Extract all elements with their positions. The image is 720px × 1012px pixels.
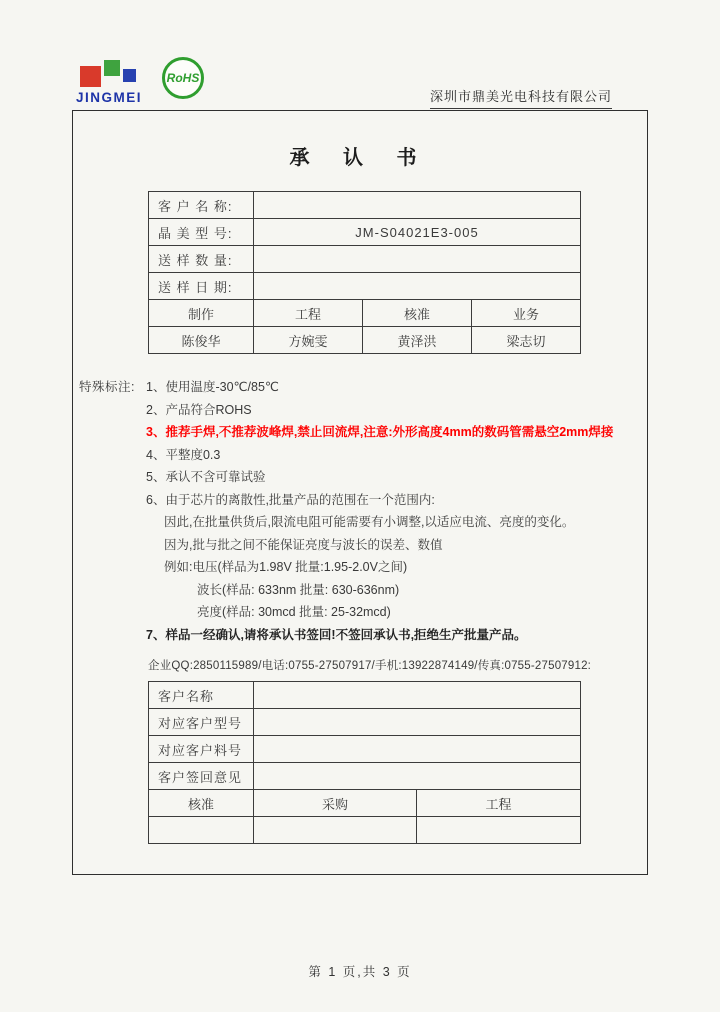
note-line: 例如:电压(样品为1.98V 批量:1.95-2.0V之间) <box>164 560 408 574</box>
role-header: 核准 <box>363 300 472 327</box>
company-name: 深圳市鼎美光电科技有限公司 <box>430 86 612 109</box>
logo-green-square <box>104 60 120 76</box>
logo-blue-square <box>123 69 136 82</box>
note-line: 2、产品符合ROHS <box>146 402 252 417</box>
note-line: 7、样品一经确认,请将承认书签回!不签回承认书,拒绝生产批量产品。 <box>146 627 527 642</box>
jingmei-logo-icon <box>80 60 140 90</box>
note-line: 1、使用温度-30℃/85℃ <box>146 380 279 394</box>
note-line: 因此,在批量供货后,限流电阻可能需要有小调整,以适应电流、亮度的变化。 <box>164 515 575 529</box>
customer-row-model <box>149 709 581 736</box>
customer-row-part-number <box>149 736 581 763</box>
info-row-model-number <box>149 219 581 246</box>
info-row-signatures <box>149 327 581 354</box>
note-line: 5、承认不含可靠试验 <box>146 470 266 484</box>
jingmei-logo-text: JINGMEI <box>76 90 143 105</box>
page-number: 第 1 页,共 3 页 <box>308 965 412 979</box>
note-line: 亮度(样品: 30mcd 批量: 25-32mcd) <box>197 605 391 619</box>
row-label: 晶 美 型 号: <box>149 219 254 246</box>
row-label: 送 样 日 期: <box>149 273 254 300</box>
info-row-customer-name <box>149 192 581 219</box>
customer-row-approval-blanks <box>149 817 581 844</box>
document-border-box <box>72 110 648 875</box>
role-header: 业务 <box>472 300 581 327</box>
note-line-warning: 3、推荐手焊,不推荐波峰焊,禁止回流焊,注意:外形高度4mm的数码管需悬空2mm焊接 <box>146 425 614 439</box>
signature-name: 黄泽洪 <box>363 327 472 354</box>
row-value <box>254 273 581 300</box>
notes-section-label: 特殊标注: <box>79 380 135 394</box>
signature-name: 梁志切 <box>472 327 581 354</box>
approval-blank <box>149 817 254 844</box>
customer-row-approval-headers <box>149 790 581 817</box>
rohs-logo-icon <box>162 57 204 99</box>
logo-red-square <box>80 66 101 87</box>
row-label: 对应客户型号 <box>149 709 254 736</box>
row-value <box>254 763 581 790</box>
row-label: 客 户 名 称: <box>149 192 254 219</box>
customer-row-name <box>149 682 581 709</box>
approval-header: 采购 <box>254 790 417 817</box>
row-label: 送 样 数 量: <box>149 246 254 273</box>
rohs-logo-text: RoHS <box>166 71 200 85</box>
row-label: 对应客户料号 <box>149 736 254 763</box>
special-notes-section <box>77 376 645 646</box>
contact-info-line: 企业QQ:2850115989/电话:0755-27507917/手机:13922874149/传真:0755-27507912: <box>148 660 592 672</box>
note-line: 波长(样品: 633nm 批量: 630-636nm) <box>197 582 400 597</box>
info-row-sample-date <box>149 273 581 300</box>
approval-blank <box>417 817 581 844</box>
customer-row-signback-opinion <box>149 763 581 790</box>
approval-header: 核准 <box>149 790 254 817</box>
row-label: 客户名称 <box>149 682 254 709</box>
row-value <box>254 709 581 736</box>
info-row-sample-quantity <box>149 246 581 273</box>
row-label: 客户签回意见 <box>149 763 254 790</box>
approval-blank <box>254 817 417 844</box>
customer-table <box>148 681 581 844</box>
role-header: 工程 <box>254 300 363 327</box>
signature-name: 方婉雯 <box>254 327 363 354</box>
info-row-roles <box>149 300 581 327</box>
note-line: 4、平整度0.3 <box>146 447 221 462</box>
document-title: 承 认 书 <box>289 147 431 169</box>
row-value <box>254 246 581 273</box>
row-value <box>254 682 581 709</box>
row-value <box>254 736 581 763</box>
info-table <box>148 191 581 354</box>
model-number-value: JM-S04021E3-005 <box>254 219 581 246</box>
row-value <box>254 192 581 219</box>
role-header: 制作 <box>149 300 254 327</box>
note-line: 因为,批与批之间不能保证亮度与波长的误差、数值 <box>164 537 443 552</box>
note-line: 6、由于芯片的离散性,批量产品的范围在一个范围内: <box>146 492 435 507</box>
signature-name: 陈俊华 <box>149 327 254 354</box>
approval-header: 工程 <box>417 790 581 817</box>
